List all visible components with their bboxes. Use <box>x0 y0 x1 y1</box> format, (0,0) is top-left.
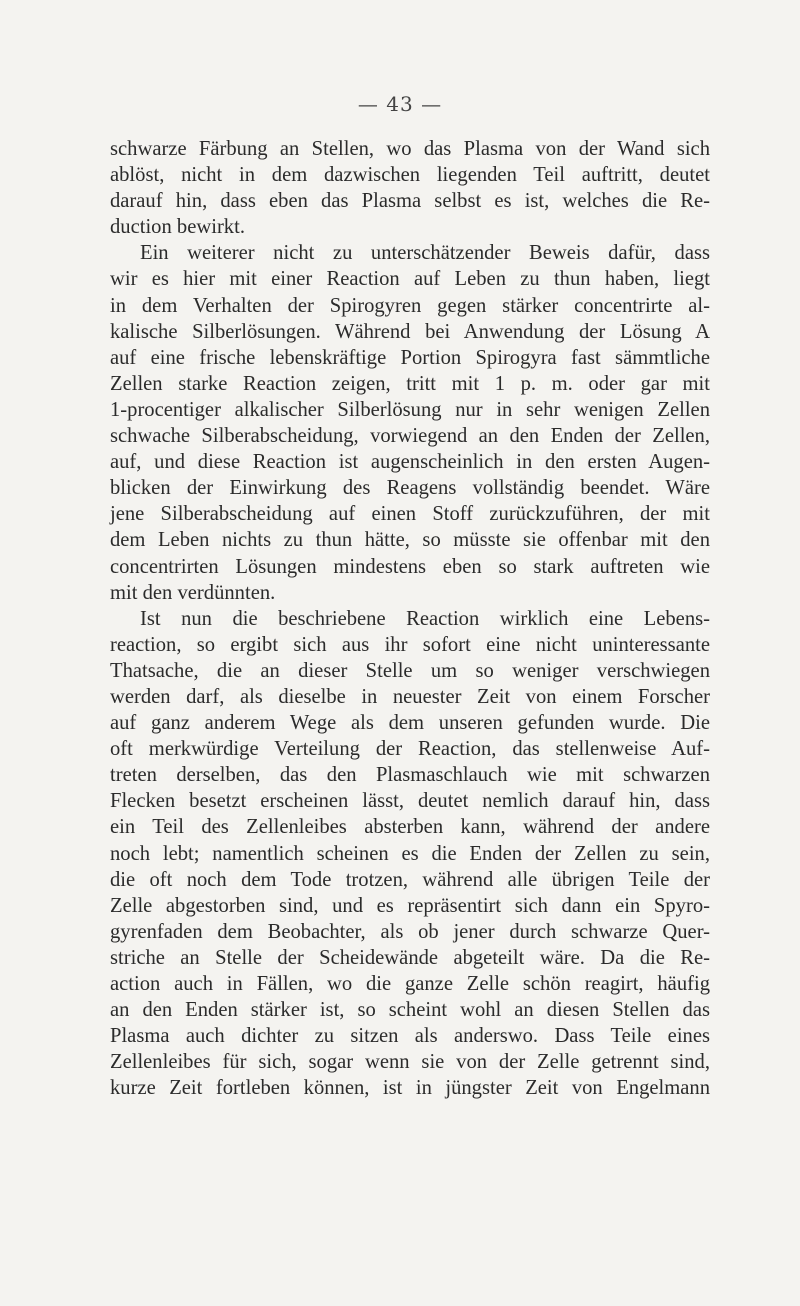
text-line: schwarze Färbung an Stellen, wo das Plasma von der Wand sich <box>110 138 710 160</box>
text-line: an den Enden stärker ist, so scheint wohl an diesen Stellen das <box>110 999 710 1022</box>
text-line: Zellenleibes für sich, sogar wenn sie von der Zelle getrennt sind, <box>110 1051 710 1074</box>
text-line: Zellen starke Reaction zeigen, tritt mit 1 p. m. oder gar mit <box>110 372 710 395</box>
page-number: — 43 — <box>357 92 443 116</box>
text-line: action auch in Fällen, wo die ganze Zelle schön reagirt, häufig <box>110 973 710 995</box>
text-line: Thatsache, die an dieser Stelle um so weniger verschwiegen <box>110 659 710 682</box>
text-line: ein Teil des Zellenleibes absterben kann, während der andere <box>110 816 710 839</box>
text-line: oft merkwürdige Verteilung der Reaction, das stellenweise Auf- <box>110 738 710 761</box>
text-line: auf ganz anderem Wege als dem unseren gefunden wurde. Die <box>110 712 710 735</box>
text-line: werden darf, als dieselbe in neuester Zeit von einem Forscher <box>110 685 710 708</box>
text-line: dem Leben nichts zu thun hätte, so müsste sie offenbar mit den <box>110 529 710 552</box>
text-line: Flecken besetzt erscheinen lässt, deutet nemlich darauf hin, dass <box>110 790 710 813</box>
text-line: Ist nun die beschriebene Reaction wirklich eine Lebens- <box>140 607 710 630</box>
text-line: Ein weiterer nicht zu unterschätzender Beweis dafür, dass <box>140 242 710 265</box>
text-line: kurze Zeit fortleben können, ist in jüngster Zeit von Engelmann <box>110 1077 710 1100</box>
text-line: auf eine frische lebenskräftige Portion Spirogyra fast sämmtliche <box>110 346 710 369</box>
text-line: reaction, so ergibt sich aus ihr sofort eine nicht uninteressante <box>110 633 710 656</box>
text-line: auf, und diese Reaction ist augenscheinlich in den ersten Augen- <box>110 451 710 474</box>
text-line: Zelle abgestorben sind, und es repräsentirt sich dann ein Spyro- <box>110 894 710 917</box>
text-line: in dem Verhalten der Spirogyren gegen stärker concentrirte al- <box>110 294 710 317</box>
text-line: Plasma auch dichter zu sitzen als anderswo. Dass Teile eines <box>110 1025 710 1048</box>
text-line: die oft noch dem Tode trotzen, während alle übrigen Teile der <box>110 868 710 891</box>
text-line: kalische Silberlösungen. Während bei Anwendung der Lösung A <box>110 320 710 343</box>
text-line: mit den verdünnten. <box>110 581 276 604</box>
text-line: duction bewirkt. <box>110 216 245 239</box>
text-line: darauf hin, dass eben das Plasma selbst es ist, welches die Re- <box>110 190 710 213</box>
text-line: ablöst, nicht in dem dazwischen liegenden Teil auftritt, deutet <box>110 164 710 187</box>
text-line: striche an Stelle der Scheidewände abgeteilt wäre. Da die Re- <box>110 946 710 969</box>
text-line: concentrirten Lösungen mindestens eben so stark auftreten wie <box>110 555 710 578</box>
text-line: wir es hier mit einer Reaction auf Leben zu thun haben, liegt <box>110 268 710 291</box>
body-text <box>110 136 710 1101</box>
text-line: jene Silberabscheidung auf einen Stoff zurückzuführen, der mit <box>110 503 710 526</box>
text-line: noch lebt; namentlich scheinen es die Enden der Zellen zu sein, <box>110 842 710 865</box>
text-line: schwache Silberabscheidung, vorwiegend an den Enden der Zellen, <box>110 425 710 448</box>
text-line: gyrenfaden dem Beobachter, als ob jener durch schwarze Quer- <box>110 920 710 943</box>
text-line: treten derselben, das den Plasmaschlauch wie mit schwarzen <box>110 764 710 787</box>
text-line: 1-procentiger alkalischer Silberlösung nur in sehr wenigen Zellen <box>110 398 710 421</box>
text-line: blicken der Einwirkung des Reagens vollständig beendet. Wäre <box>110 477 710 500</box>
